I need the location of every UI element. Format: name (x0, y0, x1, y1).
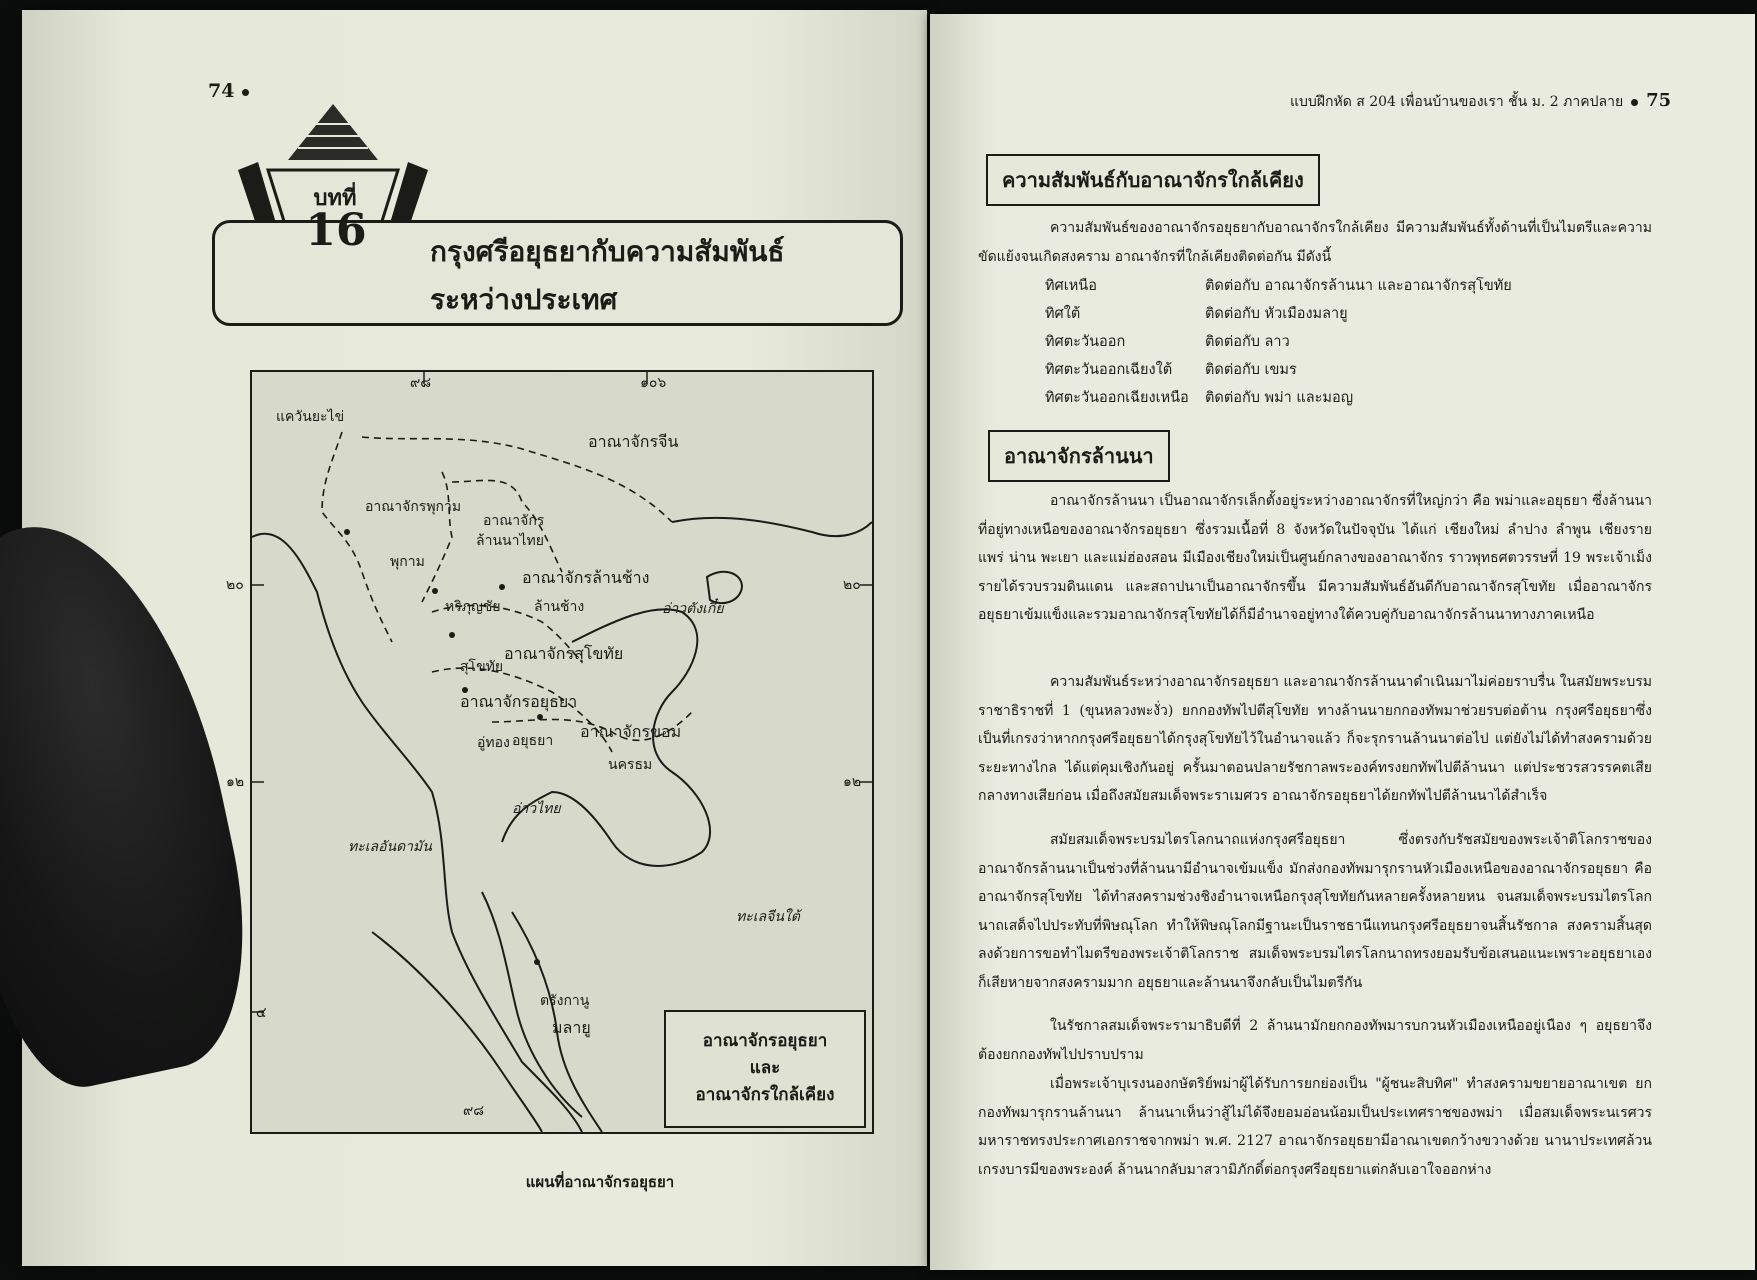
direction-row-southeast (1045, 358, 1297, 381)
map-label-lanna-kingdom-2: ล้านนาไทย (476, 533, 544, 549)
map-label-gulf-thai: อ่าวไทย (512, 801, 561, 817)
map-caption: แผนที่อาณาจักรอยุธยา (525, 1173, 675, 1191)
map-tick-20-right: ๒๐ (843, 577, 861, 593)
map-label-ayutthaya-kingdom: อาณาจักรอยุธยา (460, 692, 578, 711)
chapter-title-line2: ระหว่างประเทศ (430, 283, 618, 316)
lanna-paragraph-3: สมัยสมเด็จพระบรมไตรโลกนาถแห่งกรุงศรีอยุธยา ซึ่งตรงกับรัชสมัยของพระเจ้าติโลกราชของอาณาจักรล้านนาเป็นช่วงที่ล้านนามีอำนาจเข้มแข็ง มักส่งกองทัพมารุกรานหัวเมืองเหนือของอาณาจักรอยุธยา คือ อาณาจักรสุโขทัย ได้ทำสงครามช่วงชิงอำนาจเหนือกรุงสุโขทัยกันหลายครั้งหลายหน จนสมเด็จพระบรมไตรโลกนาถเสด็จไปประทับที่พิษณุโลก ทำให้พิษณุโลกมีฐานะเป็นราชธานีแทนกรุงศรีอยุธยาจนสิ้นรัชกาล สงครามสิ้นสุดลงด้วยการขอทำไมตรีของพระเจ้าติโลกราช สมเด็จพระบรมไตรโลกนาถทรงยอมรับข้อเสนอแนะเพราะอยุธยาเองก็เสียหายจากสงครามมาก อยุธยาและล้านนาจึงกลับเป็นไมตรีกัน (978, 832, 1652, 991)
lanna-paragraph-4: ในรัชกาลสมเด็จพระรามาธิบดีที่ 2 ล้านนามักยกกองทัพมารบกวนหัวเมืองเหนืออยู่เนือง ๆ อยุธยาจึงต้องยกกองทัพไปปราบปราม (978, 1018, 1652, 1063)
map-label-nakhon-thom: นครธม (608, 757, 653, 773)
direction-row-northeast (1045, 386, 1353, 409)
left-page-number: 74 (208, 80, 257, 102)
map-label-ayutthaya-city: อยุธยา (512, 733, 554, 749)
map-tick-12-left: ๑๒ (226, 774, 245, 790)
map-label-sukhothai-city: สุโขทัย (460, 659, 504, 675)
running-head-text: แบบฝึกหัด ส 204 เพื่อนบ้านของเรา ชั้น ม. 2 ภาคปลาย (1290, 94, 1624, 110)
chapter-number: 16 (305, 205, 367, 256)
map-tick-4-left: ๔ (256, 1005, 267, 1021)
direction-value: ติดต่อกับ หัวเมืองมลายู (1205, 306, 1348, 322)
direction-label: ทิศตะวันออกเฉียงเหนือ (1045, 390, 1189, 406)
direction-value: ติดต่อกับ เขมร (1205, 362, 1297, 378)
direction-row-south (1045, 302, 1348, 325)
map-label-south-china-sea: ทะเลจีนใต้ (736, 909, 800, 925)
map-label-andaman: ทะเลอันดามัน (348, 839, 432, 855)
direction-label: ทิศใต้ (1045, 306, 1081, 322)
direction-row-east (1045, 330, 1290, 353)
lanna-paragraph-5: เมื่อพระเจ้าบุเรงนองกษัตริย์พม่าผู้ได้รับการยกย่องเป็น "ผู้ชนะสิบทิศ" ทำสงครามขยายอาณาเขต ยกกองทัพมารุกรานล้านนา ล้านนาเห็นว่าสู้ไม่ได้จึงยอมอ่อนน้อมเป็นประเทศราชของพม่า เมื่อสมเด็จพระนเรศวรมหาราชทรงประกาศเอกราชจากพม่า พ.ศ. 2127 อาณาจักรอยุธยามีอาณาเขตกว้างขวางด้วย นานาประเทศล้วนเกรงบารมีของพระองค์ ล้านนากลับมาสวามิภักดิ์ต่อกรุงศรีอยุธยาแต่กลับเอาใจออกห่าง (978, 1076, 1652, 1178)
chapter-title (430, 228, 890, 324)
right-page-number: 75 (1646, 90, 1672, 111)
map-label-lanna-kingdom-1: อาณาจักร (483, 513, 545, 529)
map-label-trengganu: ตรังกานู (540, 993, 590, 1009)
direction-value: ติดต่อกับ พม่า และมอญ (1205, 390, 1354, 406)
map-legend-box (664, 1010, 866, 1128)
chapter-word: บทที่ (313, 185, 357, 211)
map-legend-line2: และ (749, 1058, 781, 1078)
map-legend-line3: อาณาจักรใกล้เคียง (695, 1085, 835, 1105)
map-label-tonkin-gulf: อ่าวตังเกี๋ย (662, 601, 724, 617)
direction-row-north (1045, 274, 1512, 297)
map-label-uthong: อู่ทอง (477, 735, 510, 751)
map-label-lanchang-city: ล้านช้าง (534, 599, 585, 615)
map-legend-line1: อาณาจักรอยุธยา (702, 1031, 828, 1051)
lanna-paragraph-2: ความสัมพันธ์ระหว่างอาณาจักรอยุธยา และอาณาจักรล้านนาดำเนินมาไม่ค่อยราบรื่น ในสมัยพระบรมราชาธิราชที่ 1 (ขุนหลวงพะงั่ว) ยกกองทัพไปตีสุโขทัย ทางล้านนายกกองทัพมาช่วยรบต่อต้าน กรุงศรีอยุธยาซึ่งเป็นที่เกรงว่าหากกรุงศรีอยุธยาได้กรุงสุโขทัยไว้ในอำนาจแล้ว ก็จะรุกรานล้านนาต่อไป แต่ยังไม่ได้ทำสงครามด้วยระยะทางไกล ได้แต่คุมเชิงกันอยู่ ครั้นมาตอนปลายรัชกาลพระองค์ทรงยกทัพไปตีล้านนา แต่ประชวรสวรรคตเสียกลางทางเสียก่อน เมื่อถึงสมัยสมเด็จพระราเมศวร อาณาจักรอยุธยาได้ยกทัพไปตีล้านนาได้สำเร็จ (978, 674, 1652, 804)
lanna-paragraph-1: อาณาจักรล้านนา เป็นอาณาจักรเล็กตั้งอยู่ระหว่างอาณาจักรที่ใหญ่กว่า คือ พม่าและอยุธยา ซึ่งล้านนาที่อยู่ทางเหนือของอาณาจักรอยุธยา ซึ่งรวมเนื้อที่ 8 จังหวัดในปัจจุบัน ได้แก่ เชียงใหม่ ลำปาง ลำพูน เชียงราย แพร่ น่าน พะเยา และแม่ฮ่องสอน มีเมืองเชียงใหม่เป็นศูนย์กลางของอาณาจักร ราวพุทธศตวรรษที่ 19 พระเจ้าเม็งรายได้รวบรวมดินแดน และสถาปนาเป็นอาณาจักรขึ้น มีความสัมพันธ์อันดีกับอาณาจักรสุโขทัย เมื่ออาณาจักรอยุธยาเข้มแข็งและรวมอาณาจักรสุโขทัยได้ก็มีอำนาจอยู่ทางใต้ควบคู่กับอาณาจักรล้านนาทางภาคเหนือ (978, 493, 1652, 623)
direction-label: ทิศตะวันออกเฉียงใต้ (1045, 362, 1173, 378)
map-tick-106-top: ๑๐๖ (640, 375, 667, 391)
section-heading-neighbors: ความสัมพันธ์กับอาณาจักรใกล้เคียง (986, 154, 1320, 206)
section-heading-lanna: อาณาจักรล้านนา (988, 430, 1170, 482)
map-tick-98-bottom: ๙๘ (463, 1103, 485, 1119)
map-label-salween: แควันยะไข่ (276, 409, 345, 425)
direction-label: ทิศตะวันออก (1045, 334, 1126, 350)
running-head (1290, 90, 1671, 113)
direction-value: ติดต่อกับ ลาว (1205, 334, 1290, 350)
chapter-title-line1: กรุงศรีอยุธยากับความสัมพันธ์ (430, 235, 785, 268)
map-label-khmer-kingdom: อาณาจักรขอม (580, 722, 682, 741)
map-label-haripunchai: หริภุญชัย (445, 599, 501, 615)
section1-intro: ความสัมพันธ์ของอาณาจักรอยุธยากับอาณาจักรใกล้เคียง มีความสัมพันธ์ทั้งด้านที่เป็นไมตรีและความขัดแย้งจนเกิดสงคราม อาณาจักรที่ใกล้เคียงติดต่อกัน มีดังนี้ (978, 220, 1652, 265)
map-tick-20-left: ๒๐ (226, 577, 244, 593)
map-tick-98-top: ๙๘ (410, 375, 432, 391)
map-label-pagan-city: พุกาม (390, 554, 425, 570)
map-label-sukhothai-kingdom: อาณาจักรสุโขทัย (504, 644, 624, 663)
direction-value: ติดต่อกับ อาณาจักรล้านนา และอาณาจักรสุโขทัย (1205, 278, 1512, 294)
map-label-pagan-kingdom: อาณาจักรพุกาม (365, 499, 462, 515)
map-tick-12-right: ๑๒ (843, 774, 862, 790)
map-label-china: อาณาจักรจีน (588, 432, 679, 451)
map-label-malayu: มลายู (552, 1018, 591, 1037)
map-label-lanchang-kingdom: อาณาจักรล้านช้าง (522, 568, 650, 587)
direction-label: ทิศเหนือ (1045, 278, 1097, 294)
